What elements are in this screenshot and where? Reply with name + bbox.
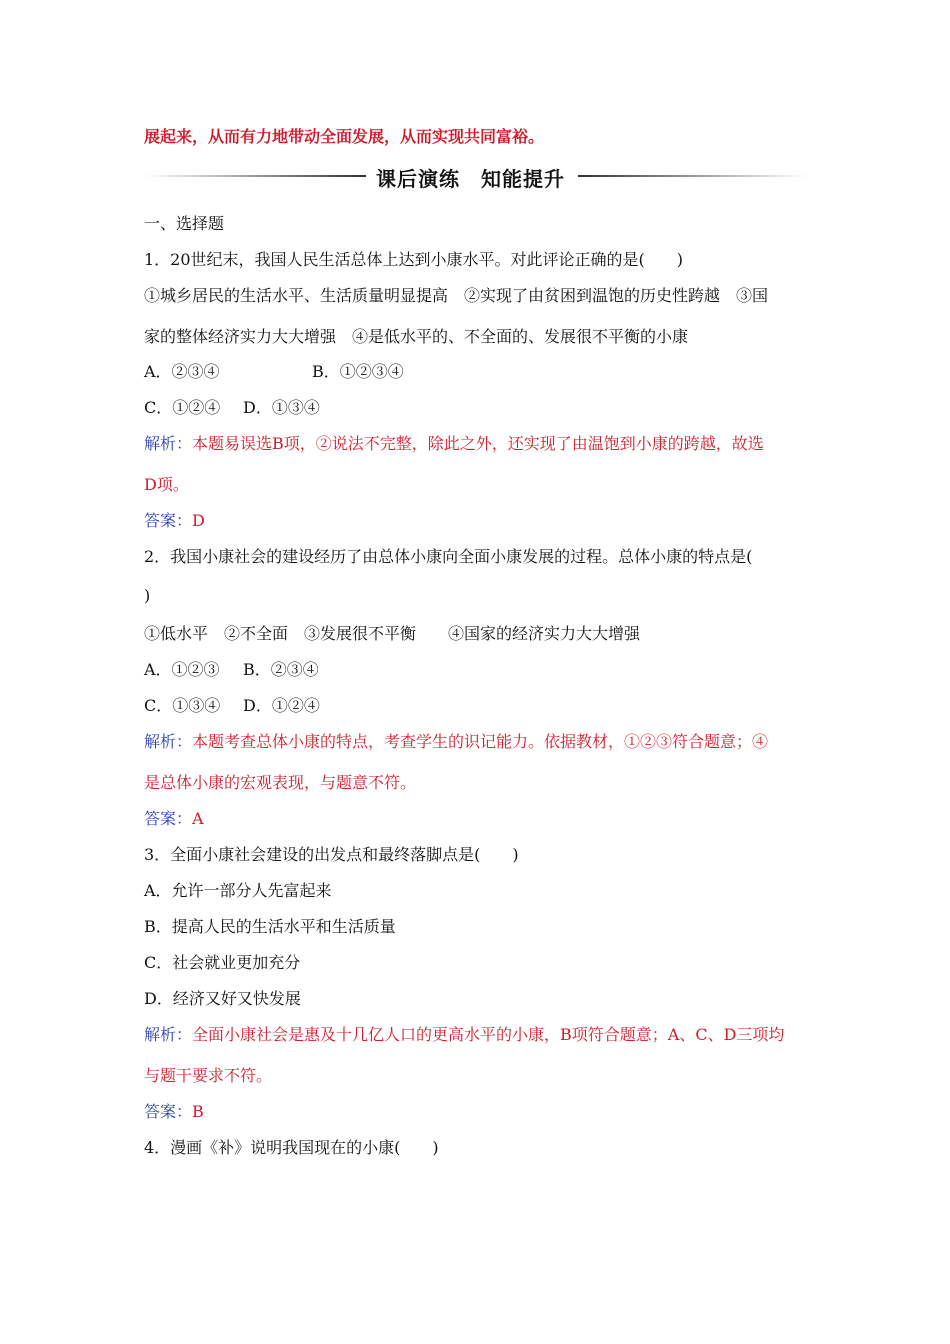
q2-option-b: B．②③④ bbox=[243, 660, 319, 679]
q2-analysis-text: 本题考查总体小康的特点，考查学生的识记能力。依据教材，①②③符合题意；④ bbox=[192, 732, 769, 751]
q1-analysis-cont: D项。 bbox=[144, 475, 189, 494]
q2-stem-cont: ) bbox=[144, 586, 151, 605]
title-rule-right bbox=[578, 175, 808, 177]
section-title: 课后演练 知能提升 bbox=[376, 167, 565, 191]
q3-stem: 3．全面小康社会建设的出发点和最终落脚点是( ) bbox=[144, 845, 519, 864]
q2-analysis bbox=[144, 732, 768, 752]
q2-statements: ①低水平 ②不全面 ③发展很不平衡 ④国家的经济实力大大增强 bbox=[144, 624, 641, 643]
q1-analysis bbox=[144, 434, 764, 454]
q3-option-c: C．社会就业更加充分 bbox=[144, 953, 301, 972]
intro-line: 展起来，从而有力地带动全面发展，从而实现共同富裕。 bbox=[144, 127, 545, 146]
q1-statements-line1: ①城乡居民的生活水平、生活质量明显提高 ②实现了由贫困到温饱的历史性跨越 ③国 bbox=[144, 286, 769, 305]
q3-analysis-label: 解析： bbox=[144, 1025, 193, 1044]
q3-answer-label: 答案： bbox=[144, 1102, 193, 1121]
q3-answer bbox=[144, 1102, 204, 1122]
title-rule-left bbox=[144, 175, 366, 177]
q1-option-d: D．①③④ bbox=[243, 398, 320, 417]
q2-analysis-cont: 是总体小康的宏观表现，与题意不符。 bbox=[144, 773, 417, 792]
q3-answer-value: B bbox=[192, 1102, 204, 1121]
q2-option-d: D．①②④ bbox=[243, 696, 320, 715]
q2-answer bbox=[144, 809, 204, 829]
q2-analysis-label: 解析： bbox=[144, 732, 193, 751]
q3-analysis bbox=[144, 1025, 784, 1045]
q1-option-a: A．②③④ bbox=[144, 362, 220, 381]
q2-option-a: A．①②③ bbox=[144, 660, 220, 679]
q2-answer-label: 答案： bbox=[144, 809, 193, 828]
q1-answer bbox=[144, 511, 205, 531]
q3-option-b: B．提高人民的生活水平和生活质量 bbox=[144, 917, 396, 936]
q2-answer-value: A bbox=[192, 809, 204, 828]
section-heading: 一、选择题 bbox=[144, 214, 225, 233]
q1-stem: 1．20世纪末，我国人民生活总体上达到小康水平。对此评论正确的是( ) bbox=[144, 250, 684, 269]
q2-option-c: C．①③④ bbox=[144, 696, 221, 715]
q4-stem: 4．漫画《补》说明我国现在的小康( ) bbox=[144, 1138, 439, 1157]
q2-stem: 2．我国小康社会的建设经历了由总体小康向全面小康发展的过程。总体小康的特点是( bbox=[144, 547, 753, 566]
q1-option-b: B．①②③④ bbox=[312, 362, 404, 381]
section-title-banner bbox=[144, 160, 808, 190]
q1-answer-label: 答案： bbox=[144, 511, 193, 530]
q1-answer-value: D bbox=[192, 511, 205, 530]
q1-statements-line2: 家的整体经济实力大大增强 ④是低水平的、不全面的、发展很不平衡的小康 bbox=[144, 327, 689, 346]
q1-analysis-text: 本题易误选B项，②说法不完整，除此之外，还实现了由温饱到小康的跨越，故选 bbox=[192, 434, 764, 453]
q3-option-d: D．经济又好又快发展 bbox=[144, 989, 301, 1008]
q1-analysis-label: 解析： bbox=[144, 434, 193, 453]
q1-option-c: C．①②④ bbox=[144, 398, 221, 417]
q3-option-a: A．允许一部分人先富起来 bbox=[144, 881, 332, 900]
q3-analysis-text: 全面小康社会是惠及十几亿人口的更高水平的小康，B项符合题意；A、C、D三项均 bbox=[192, 1025, 785, 1044]
q3-analysis-cont: 与题干要求不符。 bbox=[144, 1066, 273, 1085]
